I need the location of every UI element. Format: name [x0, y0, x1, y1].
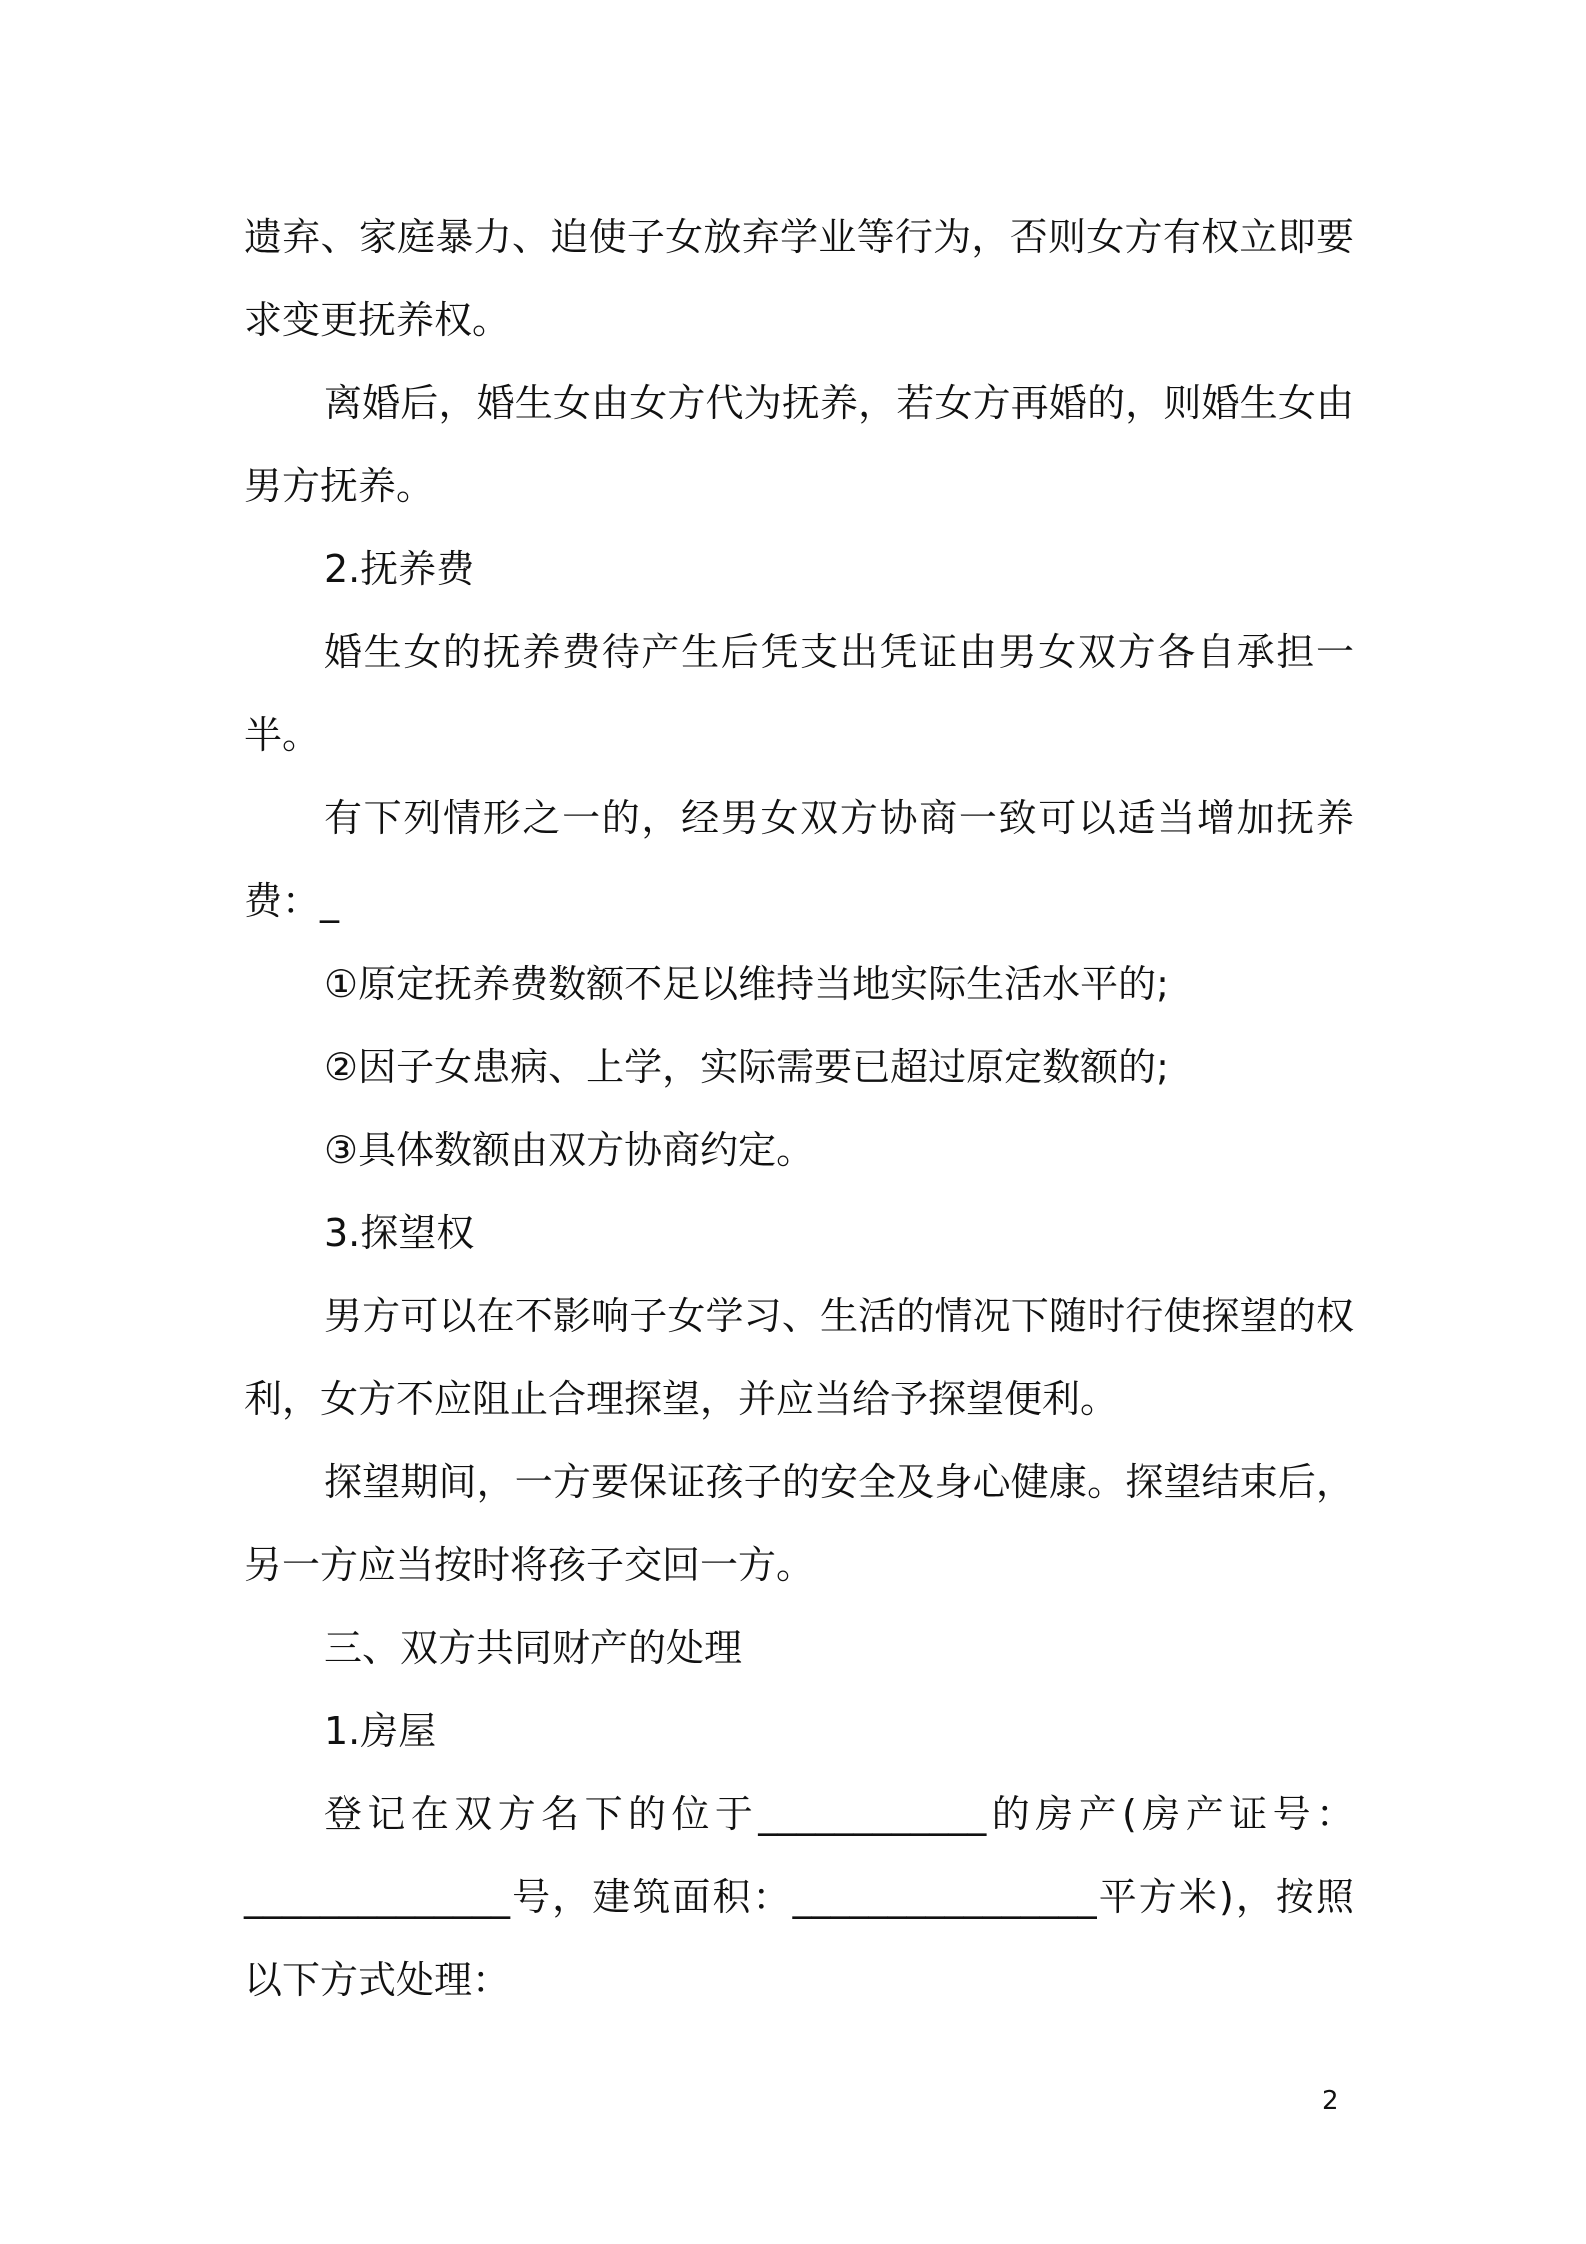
list-item-2: ②因子女患病、上学，实际需要已超过原定数额的;: [324, 1045, 1169, 1089]
page-number: 2: [1322, 2086, 1339, 2116]
heading-house: 1.房屋: [324, 1709, 437, 1753]
list-item-3: ③具体数额由双方协商约定。: [324, 1128, 815, 1172]
paragraph-support-fee-increase: 有下列情形之一的，经男女双方协商一致可以适当增加抚养费：_: [244, 796, 1354, 923]
paragraph-custody-change: 遗弃、家庭暴力、迫使子女放弃学业等行为，否则女方有权立即要求变更抚养权。: [244, 215, 1354, 342]
paragraph-visitation-right: 男方可以在不影响子女学习、生活的情况下随时行使探望的权利，女方不应阻止合理探望，并应当给予探望便利。: [244, 1294, 1354, 1421]
heading-visitation: 3.探望权: [324, 1211, 475, 1255]
paragraph-house-details: 登记在双方名下的位于____________的房产(房产证号：______________号，建筑面积：________________平方米)，按照以下方式处理：: [244, 1792, 1354, 2002]
heading-joint-property: 三、双方共同财产的处理: [324, 1626, 743, 1670]
list-item-1: ①原定抚养费数额不足以维持当地实际生活水平的;: [324, 962, 1169, 1006]
paragraph-custody-remarriage: 离婚后，婚生女由女方代为抚养，若女方再婚的，则婚生女由男方抚养。: [244, 381, 1354, 508]
paragraph-visitation-safety: 探望期间，一方要保证孩子的安全及身心健康。探望结束后，另一方应当按时将孩子交回一方。: [244, 1460, 1354, 1587]
document-body: [244, 196, 1354, 2022]
paragraph-support-fee-share: 婚生女的抚养费待产生后凭支出凭证由男女双方各自承担一半。: [244, 630, 1354, 757]
heading-support-fee: 2.抚养费: [324, 547, 475, 591]
